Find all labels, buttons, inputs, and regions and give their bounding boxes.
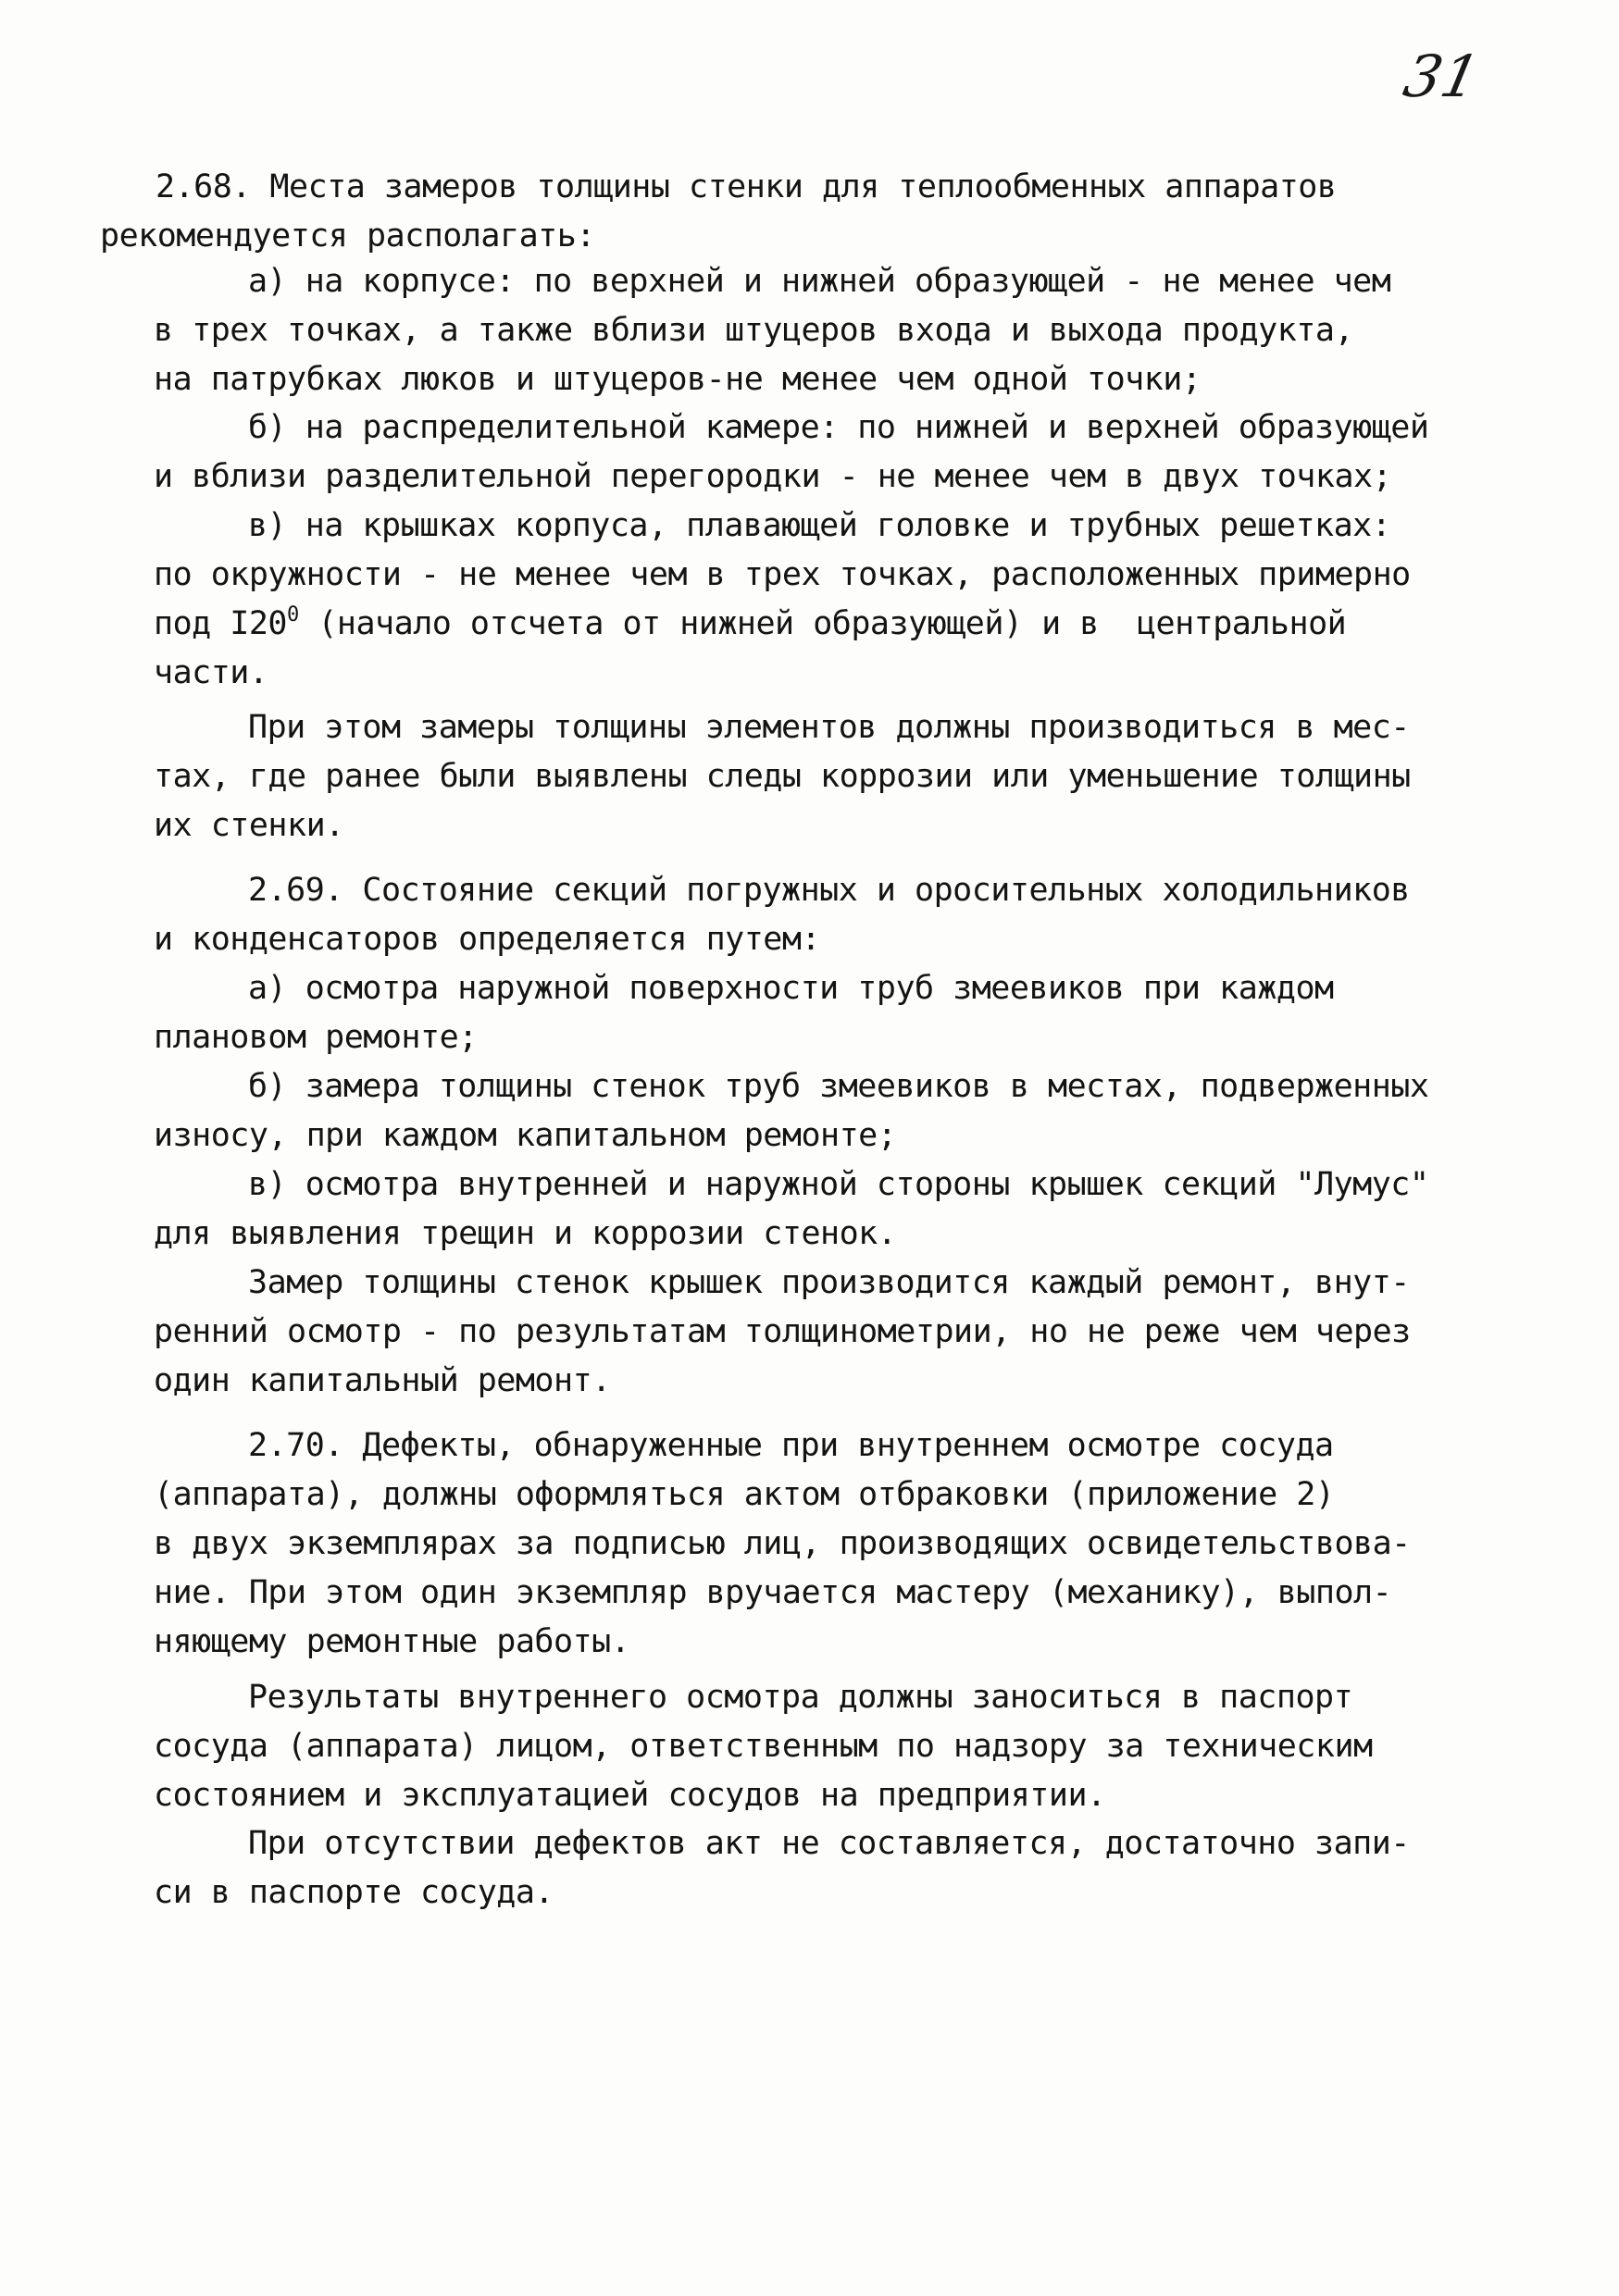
text-line: в) на крышках корпуса, плавающей головке и трубных решетках:	[248, 507, 1391, 544]
text-line: ренний осмотр - по результатам толщинометрии, но не реже чем через	[154, 1313, 1411, 1350]
text-line: части.	[154, 654, 268, 691]
text-line	[154, 600, 1411, 649]
paragraph-2-69-v	[154, 1160, 1429, 1259]
paragraph-2-68-a	[154, 257, 1391, 404]
text-line: 2.69. Состояние секций погружных и оросительных холодильников	[248, 872, 1410, 909]
text-line: и вблизи разделительной перегородки - не менее чем в двух точках;	[154, 458, 1392, 495]
text-line: их стенки.	[154, 807, 344, 844]
paragraph-2-70-none	[154, 1819, 1410, 1917]
text-line: При отсутствии дефектов акт не составляется, достаточно запи-	[248, 1825, 1410, 1862]
text-line: плановом ремонте;	[154, 1019, 478, 1056]
paragraph-2-70-results	[154, 1673, 1373, 1820]
text-line: а) на корпусе: по верхней и нижней образующей - не менее чем	[248, 263, 1391, 300]
text-line: по окружности - не менее чем в трех точках, расположенных примерно	[154, 556, 1411, 593]
text-fragment: под I20	[154, 605, 288, 642]
text-line: состоянием и эксплуатацией сосудов на предприятии.	[154, 1777, 1106, 1814]
text-line: рекомендуется располагать:	[100, 217, 595, 254]
paragraph-2-68-note	[154, 703, 1411, 850]
text-line: в трех точках, а также вблизи штуцеров входа и выхода продукта,	[154, 312, 1354, 349]
paragraph-2-69-note	[154, 1259, 1411, 1406]
text-line: 2.68. Места замеров толщины стенки для теплообменных аппаратов	[156, 168, 1337, 205]
text-line: б) на распределительной камере: по нижней и верхней образующей	[248, 409, 1429, 446]
text-line: в) осмотра внутренней и наружной стороны крышек секций "Лумус"	[248, 1166, 1429, 1203]
text-line: (аппарата), должны оформляться актом отбраковки (приложение 2)	[154, 1476, 1335, 1513]
paragraph-2-69-a	[154, 964, 1334, 1062]
text-fragment: (начало отсчета от нижней образующей) и в центральной	[298, 605, 1347, 642]
text-line: а) осмотра наружной поверхности труб змеевиков при каждом	[248, 970, 1334, 1007]
text-line: тах, где ранее были выявлены следы коррозии или уменьшение толщины	[154, 758, 1411, 795]
paragraph-2-69-b	[154, 1062, 1429, 1160]
text-line: няющему ремонтные работы.	[154, 1623, 630, 1660]
text-line: сосуда (аппарата) лицом, ответственным по надзору за техническим	[154, 1728, 1373, 1765]
paragraph-2-68-b	[154, 403, 1429, 502]
text-line: б) замера толщины стенок труб змеевиков в местах, подверженных	[248, 1068, 1429, 1105]
text-line: износу, при каждом капитальном ремонте;	[154, 1117, 897, 1154]
text-line: Замер толщины стенок крышек производится каждый ремонт, внут-	[248, 1264, 1410, 1301]
text-line: ние. При этом один экземпляр вручается мастеру (механику), выпол-	[154, 1574, 1392, 1611]
text-line: и конденсаторов определяется путем:	[154, 921, 821, 958]
paragraph-2-68	[100, 163, 1337, 261]
paragraph-2-68-v	[154, 502, 1411, 698]
text-line: 2.70. Дефекты, обнаруженные при внутреннем осмотре сосуда	[248, 1427, 1334, 1464]
text-line: си в паспорте сосуда.	[154, 1874, 554, 1911]
text-line: Результаты внутреннего осмотра должны заноситься в паспорт	[248, 1679, 1353, 1716]
text-line: один капитальный ремонт.	[154, 1362, 611, 1399]
paragraph-2-69	[154, 866, 1410, 964]
text-line: на патрубках люков и штуцеров-не менее чем одной точки;	[154, 361, 1202, 398]
page-number: 31	[1398, 43, 1486, 110]
paragraph-2-70	[154, 1421, 1411, 1667]
text-line: При этом замеры толщины элементов должны производиться в мес-	[248, 709, 1410, 746]
text-line: в двух экземплярах за подписью лиц, производящих освидетельствова-	[154, 1525, 1411, 1562]
degree-superscript: 0	[287, 603, 299, 627]
text-line: для выявления трещин и коррозии стенок.	[154, 1215, 897, 1252]
